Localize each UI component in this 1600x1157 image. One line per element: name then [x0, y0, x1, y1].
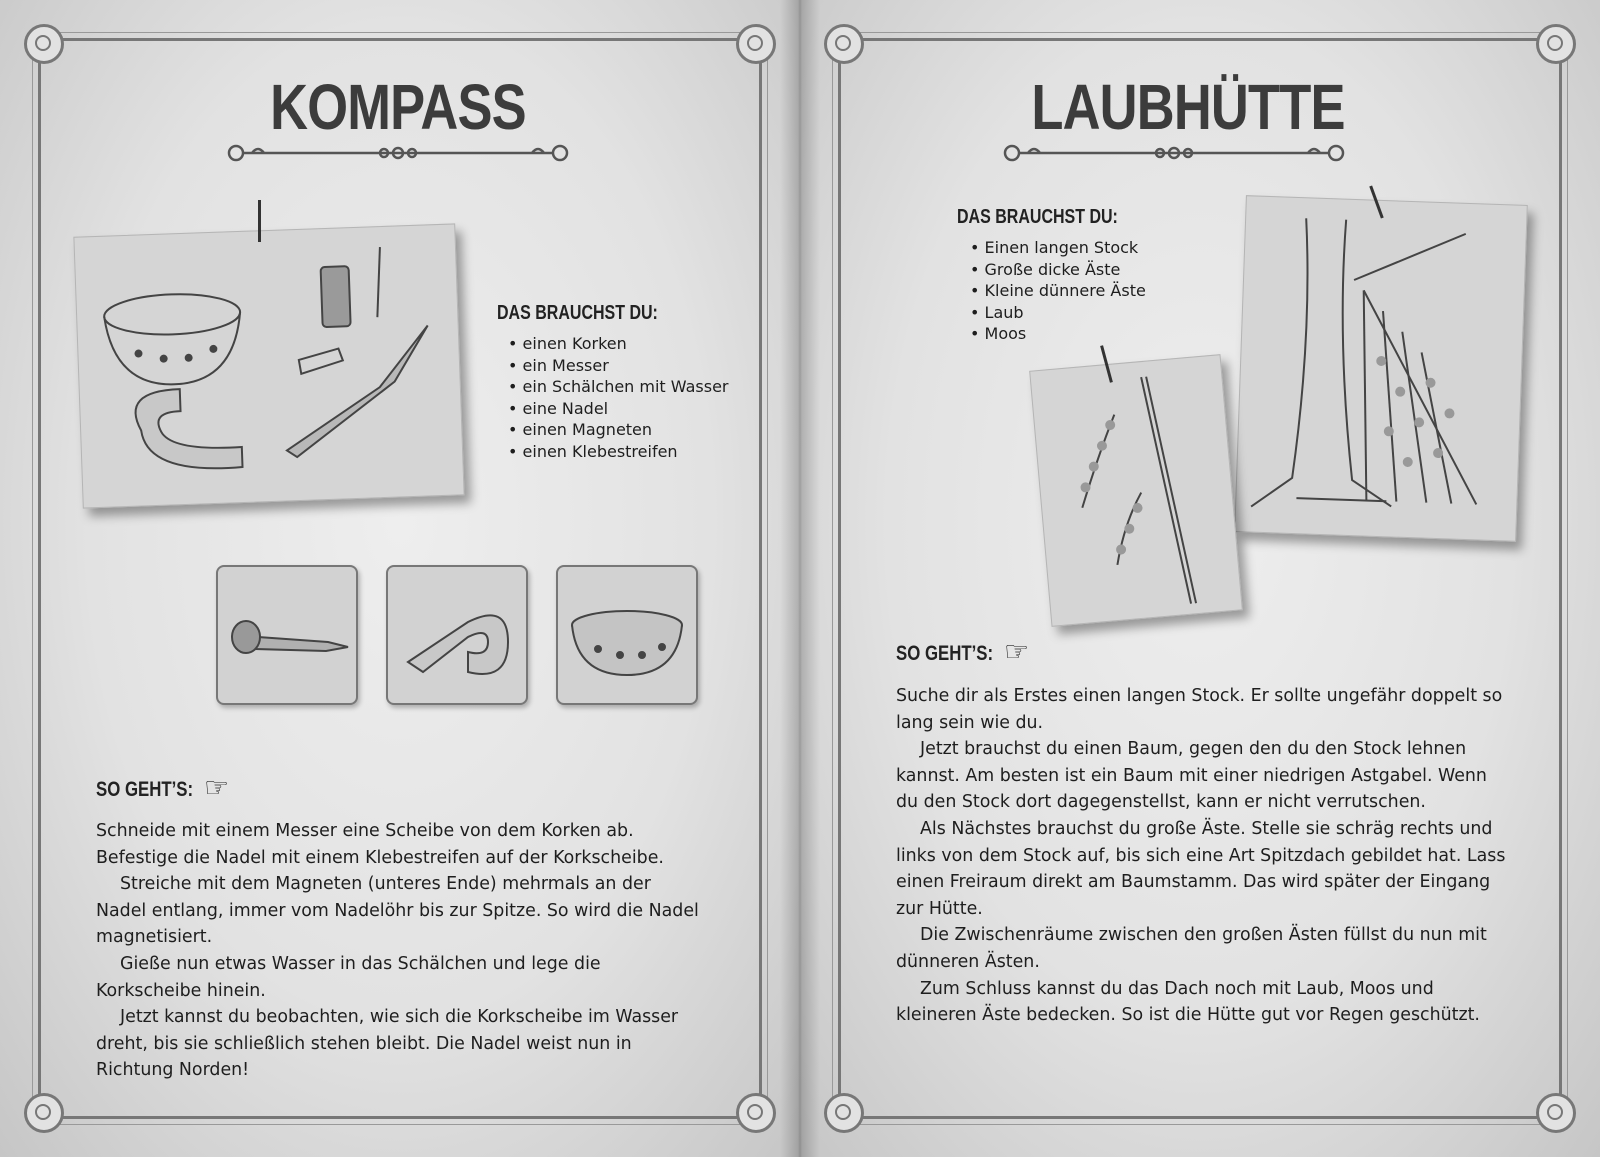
pointing-hand-icon: ☞	[204, 771, 230, 804]
materials-list	[508, 333, 728, 462]
instruction-paragraph: Jetzt kannst du beobachten, wie sich die Korkscheibe im Wasser dreht, bis sie schließlich stehen bleibt. Die Nadel weist nun in Richtung Norden!	[96, 1007, 679, 1081]
title-flourish-icon	[998, 136, 1350, 170]
list-item: • Kleine dünnere Äste	[970, 280, 1146, 302]
magnet-thumbnail	[386, 565, 528, 705]
knife-cork-icon	[218, 567, 356, 703]
instruction-paragraph: Jetzt brauchst du einen Baum, gegen den du den Stock lehnen kannst. Am besten ist ein Baum mit einer niedrigen Astgabel. Wenn du den Stock dort dagegenstellst, kann er nicht verrutschen.	[896, 739, 1487, 813]
corner-ornament	[1536, 24, 1576, 64]
list-item: • ein Schälchen mit Wasser	[508, 376, 728, 398]
bowl-icon	[558, 567, 696, 703]
instruction-paragraph: Streiche mit dem Magneten (unteres Ende) mehrmals an der Nadel entlang, immer vom Nadelöhr bis zur Spitze. So wird die Nadel magnetisiert.	[96, 874, 699, 948]
list-item: • einen Korken	[508, 333, 728, 355]
corner-ornament	[24, 24, 64, 64]
list-item: • eine Nadel	[508, 398, 728, 420]
instruction-paragraph: Die Zwischenräume zwischen den großen Ästen füllst du nun mit dünneren Ästen.	[896, 925, 1487, 972]
materials-list	[970, 237, 1146, 345]
right-page	[800, 0, 1600, 1157]
tree-shelter-sketch	[1234, 195, 1528, 542]
list-item: • einen Magneten	[508, 419, 728, 441]
materials-heading: DAS BRAUCHST DU:	[497, 302, 658, 324]
materials-sketch	[73, 223, 464, 508]
corner-ornament	[824, 24, 864, 64]
instruction-paragraph: Als Nächstes brauchst du große Äste. Stelle sie schräg rechts und links von dem Stock auf, bis sich eine Art Spitzdach gebildet hat. Lass einen Freiraum direkt am Baumstamm. Das wird später der Eingang zur Hütte.	[896, 818, 1506, 919]
instructions-text	[896, 683, 1506, 1029]
instructions-text	[96, 818, 706, 1084]
compass-materials-drawing-icon	[74, 224, 463, 507]
instructions-heading: SO GEHT’S:	[96, 778, 194, 801]
magnet-icon	[388, 567, 526, 703]
list-item: • Einen langen Stock	[970, 237, 1146, 259]
tree-shelter-drawing-icon	[1235, 196, 1527, 541]
title-flourish-icon	[222, 136, 574, 170]
list-item: • einen Klebestreifen	[508, 441, 728, 463]
list-item: • ein Messer	[508, 355, 728, 377]
instruction-paragraph: Zum Schluss kannst du das Dach noch mit Laub, Moos und kleineren Äste bedecken. So ist die Hütte gut vor Regen geschützt.	[896, 978, 1480, 1026]
corner-ornament	[24, 1093, 64, 1133]
knife-cork-thumbnail	[216, 565, 358, 705]
pointing-hand-icon: ☞	[1004, 635, 1030, 668]
instruction-paragraph: Suche dir als Erstes einen langen Stock. Er sollte ungefähr doppelt so lang sein wie du.	[896, 686, 1503, 733]
bowl-thumbnail	[556, 565, 698, 705]
instruction-paragraph: Schneide mit einem Messer eine Scheibe von dem Korken ab. Befestige die Nadel mit einem Klebestreifen auf der Korkscheibe.	[96, 821, 664, 868]
branches-sketch	[1029, 354, 1243, 627]
materials-heading: DAS BRAUCHST DU:	[957, 206, 1118, 228]
book-spine	[780, 0, 820, 1157]
corner-ornament	[1536, 1093, 1576, 1133]
instructions-heading: SO GEHT’S:	[896, 642, 994, 665]
list-item: • Große dicke Äste	[970, 259, 1146, 281]
pin-icon	[258, 200, 261, 242]
page-title: LAUBHÜTTE	[1031, 71, 1345, 143]
corner-ornament	[824, 1093, 864, 1133]
branches-drawing-icon	[1030, 355, 1242, 626]
list-item: • Moos	[970, 323, 1146, 345]
list-item: • Laub	[970, 302, 1146, 324]
page-title: KOMPASS	[270, 71, 526, 143]
corner-ornament	[736, 1093, 776, 1133]
instruction-paragraph: Gieße nun etwas Wasser in das Schälchen und lege die Korkscheibe hinein.	[96, 953, 601, 1001]
corner-ornament	[736, 24, 776, 64]
